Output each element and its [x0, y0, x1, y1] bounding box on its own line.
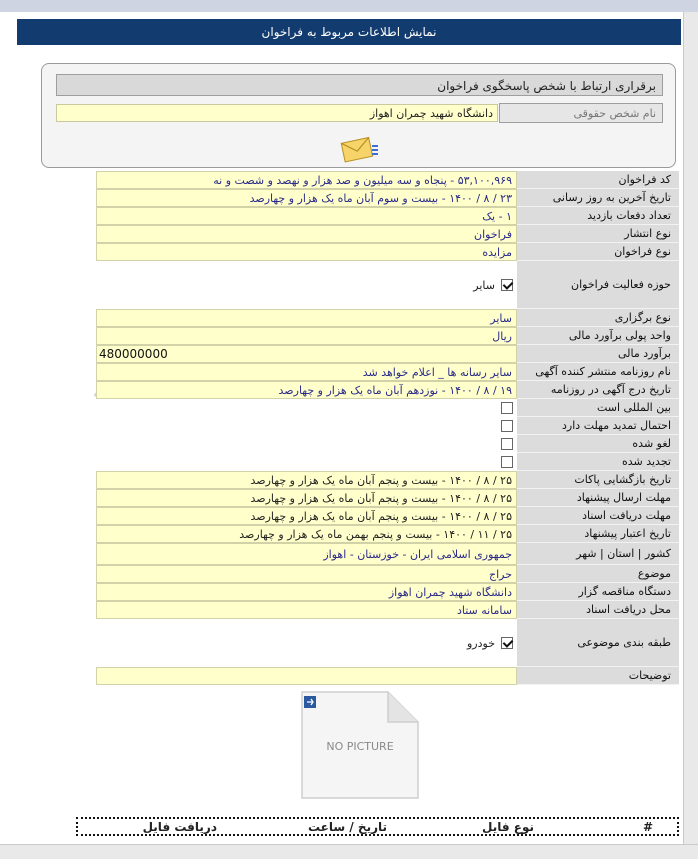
row-estimate — [96, 345, 679, 363]
bid-deadline-value: ۲۵ / ۸ / ۱۴۰۰ - بیست و پنجم آبان ماه یک هزار و چهارصد — [96, 489, 517, 507]
horizontal-scrollbar[interactable] — [0, 844, 698, 859]
row-subject — [96, 565, 679, 583]
last-update-value: ۲۳ / ۸ / ۱۴۰۰ - بیست و سوم آبان ماه یک هزار و چهارصد — [96, 189, 517, 207]
holding-type-value: سایر — [96, 309, 517, 327]
row-category — [96, 619, 679, 667]
row-cancelled — [96, 435, 679, 453]
estimate-label: برآورد مالی — [517, 345, 679, 363]
bid-validity-value: ۲۵ / ۱۱ / ۱۴۰۰ - بیست و پنجم بهمن ماه یک هزار و چهارصد — [96, 525, 517, 543]
newspaper-label: نام روزنامه منتشر کننده آگهی — [517, 363, 679, 381]
row-international — [96, 399, 679, 417]
window-frame-top — [0, 0, 698, 12]
row-visit-count — [96, 207, 679, 225]
newspaper-date-label: تاریخ درج آگهی در روزنامه — [517, 381, 679, 399]
activity-scope-label: حوزه فعالیت فراخوان — [517, 261, 679, 309]
description-value — [96, 667, 517, 685]
location-value: جمهوری اسلامی ایران - خوزستان - اهواز — [96, 543, 517, 565]
category-label: طبقه بندی موضوعی — [517, 619, 679, 667]
doc-place-value: سامانه ستاد — [96, 601, 517, 619]
newspaper-value: سایر رسانه ها _ اعلام خواهد شد — [96, 363, 517, 381]
col-download: دریافت فایل — [142, 820, 217, 834]
extension-label: احتمال تمدید مهلت دارد — [517, 417, 679, 435]
col-index: # — [642, 820, 653, 834]
doc-deadline-value: ۲۵ / ۸ / ۱۴۰۰ - بیست و پنجم آبان ماه یک هزار و چهارصد — [96, 507, 517, 525]
subject-label: موضوع — [517, 565, 679, 583]
doc-place-label: محل دریافت اسناد — [517, 601, 679, 619]
row-code — [96, 171, 679, 189]
legal-person-value: دانشگاه شهید چمران اهواز — [56, 104, 498, 122]
row-holding-type — [96, 309, 679, 327]
activity-scope-text: سایر — [473, 278, 495, 292]
row-call-type — [96, 243, 679, 261]
extension-checkbox[interactable] — [501, 420, 513, 432]
cancelled-checkbox[interactable] — [501, 438, 513, 450]
publish-type-label: نوع انتشار — [517, 225, 679, 243]
category-value — [96, 619, 517, 667]
row-envelope-opening — [96, 471, 679, 489]
renewed-checkbox[interactable] — [501, 456, 513, 468]
last-update-label: تاریخ آخرین به روز رسانی — [517, 189, 679, 207]
row-bid-validity — [96, 525, 679, 543]
row-last-update — [96, 189, 679, 207]
no-picture-text: NO PICTURE — [326, 740, 394, 753]
cancelled-value — [96, 435, 517, 453]
call-type-value: مزایده — [96, 243, 517, 261]
call-type-label: نوع فراخوان — [517, 243, 679, 261]
doc-deadline-label: مهلت دریافت اسناد — [517, 507, 679, 525]
contact-panel-title: برقراری ارتباط با شخص پاسخگوی فراخوان — [56, 74, 663, 96]
envelope-opening-value: ۲۵ / ۸ / ۱۴۰۰ - بیست و پنجم آبان ماه یک هزار و چهارصد — [96, 471, 517, 489]
currency-unit-value: ریال — [96, 327, 517, 345]
activity-scope-value — [96, 261, 517, 309]
international-label: بین المللی است — [517, 399, 679, 417]
envelope-opening-label: تاریخ بازگشایی پاکات — [517, 471, 679, 489]
mail-icon[interactable] — [340, 134, 380, 167]
cancelled-label: لغو شده — [517, 435, 679, 453]
row-renewed — [96, 453, 679, 471]
row-newspaper — [96, 363, 679, 381]
col-date-time: تاریخ / ساعت — [307, 820, 387, 834]
no-picture-image — [300, 690, 420, 800]
extension-value — [96, 417, 517, 435]
page-header: نمایش اطلاعات مربوط به فراخوان — [17, 19, 681, 45]
bid-validity-label: تاریخ اعتبار پیشنهاد — [517, 525, 679, 543]
newspaper-date-value: ۱۹ / ۸ / ۱۴۰۰ - نوزدهم آبان ماه یک هزار و چهارصد — [96, 381, 517, 399]
code-label: کد فراخوان — [517, 171, 679, 189]
bid-deadline-label: مهلت ارسال پیشنهاد — [517, 489, 679, 507]
location-label: کشور | استان | شهر — [517, 543, 679, 565]
legal-person-label: نام شخص حقوقی — [499, 103, 663, 123]
code-value: ۵۳,۱۰۰,۹۶۹ - پنجاه و سه میلیون و صد هزار و نهصد و شصت و نه — [96, 171, 517, 189]
col-file-type: نوع فایل — [482, 820, 534, 834]
row-currency-unit — [96, 327, 679, 345]
files-table-header — [76, 817, 679, 836]
row-description — [96, 667, 679, 685]
vertical-scrollbar[interactable] — [683, 12, 698, 845]
holding-type-label: نوع برگزاری — [517, 309, 679, 327]
row-doc-deadline — [96, 507, 679, 525]
organizer-value: دانشگاه شهید چمران اهواز — [96, 583, 517, 601]
visit-count-value: ۱ - یک — [96, 207, 517, 225]
contact-panel — [41, 63, 676, 168]
category-checkbox[interactable] — [501, 637, 513, 649]
subject-value: حراج — [96, 565, 517, 583]
organizer-label: دستگاه مناقصه گزار — [517, 583, 679, 601]
international-value — [96, 399, 517, 417]
currency-unit-label: واحد پولی برآورد مالی — [517, 327, 679, 345]
row-activity-scope — [96, 261, 679, 309]
international-checkbox[interactable] — [501, 402, 513, 414]
row-publish-type — [96, 225, 679, 243]
row-newspaper-date — [96, 381, 679, 399]
renewed-label: تجدید شده — [517, 453, 679, 471]
row-location — [96, 543, 679, 565]
row-extension — [96, 417, 679, 435]
visit-count-label: تعداد دفعات بازدید — [517, 207, 679, 225]
description-label: توضیحات — [517, 667, 679, 685]
category-text: خودرو — [466, 636, 495, 650]
renewed-value — [96, 453, 517, 471]
row-organizer — [96, 583, 679, 601]
activity-scope-checkbox[interactable] — [501, 279, 513, 291]
publish-type-value: فراخوان — [96, 225, 517, 243]
estimate-value: 480000000 — [96, 345, 517, 363]
row-bid-deadline — [96, 489, 679, 507]
row-doc-place — [96, 601, 679, 619]
